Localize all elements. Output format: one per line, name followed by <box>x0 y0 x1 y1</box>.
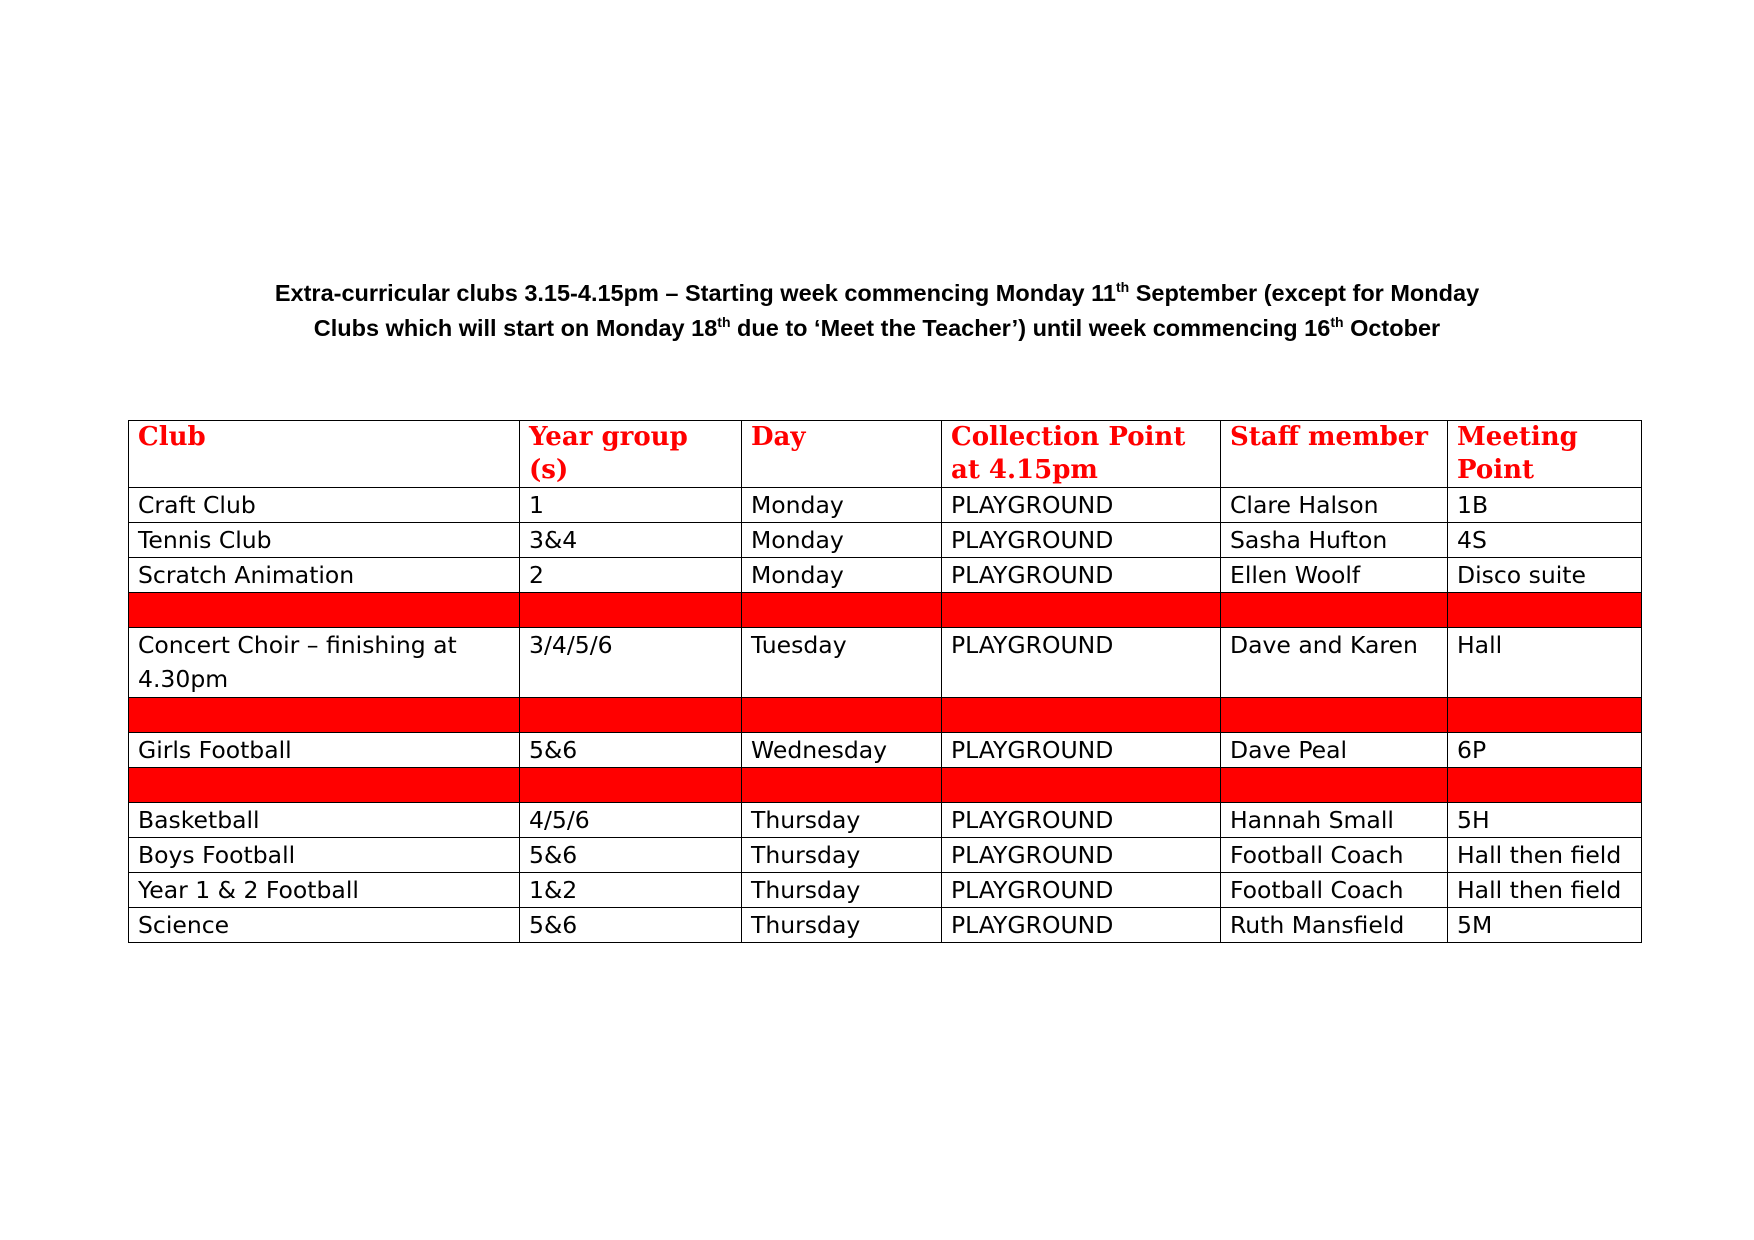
separator-cell <box>520 698 742 733</box>
cell-meeting-point: 1B <box>1448 488 1642 523</box>
cell-club: Tennis Club <box>129 523 520 558</box>
cell-year-group: 3&4 <box>520 523 742 558</box>
cell-club: Concert Choir – finishing at 4.30pm <box>129 628 520 698</box>
heading-line-2-end: October <box>1343 315 1441 341</box>
separator-cell <box>129 593 520 628</box>
heading-line-2 <box>130 311 1624 346</box>
cell-meeting-point: Hall <box>1448 628 1642 698</box>
cell-club: Science <box>129 908 520 943</box>
separator-cell <box>1221 698 1448 733</box>
separator-cell <box>942 698 1221 733</box>
cell-collection-point: PLAYGROUND <box>942 838 1221 873</box>
separator-cell <box>742 593 942 628</box>
separator-cell <box>742 768 942 803</box>
separator-row <box>129 593 1642 628</box>
cell-club: Scratch Animation <box>129 558 520 593</box>
cell-year-group: 3/4/5/6 <box>520 628 742 698</box>
heading-line-2-start: Clubs which will start on Monday 18 <box>313 315 718 341</box>
heading-line-1-start: Extra-curricular clubs 3.15-4.15pm – Starting week commencing Monday 11 <box>274 280 1116 306</box>
cell-staff-member: Football Coach <box>1221 838 1448 873</box>
cell-year-group: 2 <box>520 558 742 593</box>
heading-line-1-end: September (except for Monday <box>1129 280 1480 306</box>
cell-staff-member: Dave Peal <box>1221 733 1448 768</box>
cell-collection-point: PLAYGROUND <box>942 873 1221 908</box>
cell-year-group: 5&6 <box>520 733 742 768</box>
cell-year-group: 1 <box>520 488 742 523</box>
separator-cell <box>942 768 1221 803</box>
table-row <box>129 908 1642 943</box>
separator-row <box>129 698 1642 733</box>
table-row <box>129 873 1642 908</box>
table-row <box>129 628 1642 698</box>
heading-sup-2: th <box>717 314 731 330</box>
cell-staff-member: Sasha Hufton <box>1221 523 1448 558</box>
document-heading <box>130 276 1624 346</box>
table-row <box>129 838 1642 873</box>
cell-staff-member: Dave and Karen <box>1221 628 1448 698</box>
separator-cell <box>129 698 520 733</box>
cell-meeting-point: Disco suite <box>1448 558 1642 593</box>
cell-collection-point: PLAYGROUND <box>942 523 1221 558</box>
clubs-table <box>128 420 1642 943</box>
separator-row <box>129 768 1642 803</box>
separator-cell <box>1448 698 1642 733</box>
cell-club: Year 1 & 2 Football <box>129 873 520 908</box>
cell-day: Tuesday <box>742 628 942 698</box>
separator-cell <box>1221 593 1448 628</box>
header-day: Day <box>742 421 942 488</box>
cell-meeting-point: 6P <box>1448 733 1642 768</box>
cell-club: Basketball <box>129 803 520 838</box>
cell-meeting-point: 5M <box>1448 908 1642 943</box>
cell-club: Boys Football <box>129 838 520 873</box>
cell-staff-member: Hannah Small <box>1221 803 1448 838</box>
cell-collection-point: PLAYGROUND <box>942 908 1221 943</box>
separator-cell <box>742 698 942 733</box>
header-meeting-point: Meeting Point <box>1448 421 1642 488</box>
table-row <box>129 733 1642 768</box>
header-year-group: Year group (s) <box>520 421 742 488</box>
cell-year-group: 4/5/6 <box>520 803 742 838</box>
separator-cell <box>129 768 520 803</box>
cell-collection-point: PLAYGROUND <box>942 558 1221 593</box>
separator-cell <box>520 768 742 803</box>
cell-year-group: 1&2 <box>520 873 742 908</box>
cell-collection-point: PLAYGROUND <box>942 733 1221 768</box>
table-row <box>129 558 1642 593</box>
header-collection-point: Collection Point at 4.15pm <box>942 421 1221 488</box>
cell-meeting-point: 4S <box>1448 523 1642 558</box>
cell-collection-point: PLAYGROUND <box>942 488 1221 523</box>
header-club: Club <box>129 421 520 488</box>
table-header-row <box>129 421 1642 488</box>
cell-year-group: 5&6 <box>520 908 742 943</box>
cell-day: Thursday <box>742 803 942 838</box>
cell-year-group: 5&6 <box>520 838 742 873</box>
cell-staff-member: Football Coach <box>1221 873 1448 908</box>
separator-cell <box>1448 768 1642 803</box>
heading-line-2-middle: due to ‘Meet the Teacher’) until week commencing 16 <box>730 315 1331 341</box>
cell-staff-member: Clare Halson <box>1221 488 1448 523</box>
separator-cell <box>1448 593 1642 628</box>
cell-club: Craft Club <box>129 488 520 523</box>
cell-meeting-point: 5H <box>1448 803 1642 838</box>
cell-day: Thursday <box>742 873 942 908</box>
separator-cell <box>1221 768 1448 803</box>
table-row <box>129 523 1642 558</box>
cell-club: Girls Football <box>129 733 520 768</box>
cell-meeting-point: Hall then field <box>1448 873 1642 908</box>
cell-day: Monday <box>742 488 942 523</box>
separator-cell <box>942 593 1221 628</box>
header-staff-member: Staff member <box>1221 421 1448 488</box>
cell-collection-point: PLAYGROUND <box>942 628 1221 698</box>
cell-day: Wednesday <box>742 733 942 768</box>
cell-day: Monday <box>742 523 942 558</box>
cell-collection-point: PLAYGROUND <box>942 803 1221 838</box>
cell-day: Thursday <box>742 908 942 943</box>
table-row <box>129 488 1642 523</box>
cell-staff-member: Ruth Mansfield <box>1221 908 1448 943</box>
cell-meeting-point: Hall then field <box>1448 838 1642 873</box>
table-row <box>129 803 1642 838</box>
cell-day: Monday <box>742 558 942 593</box>
separator-cell <box>520 593 742 628</box>
heading-sup-1: th <box>1115 279 1130 295</box>
cell-day: Thursday <box>742 838 942 873</box>
heading-line-1 <box>130 276 1624 311</box>
heading-sup-3: th <box>1330 314 1344 330</box>
cell-staff-member: Ellen Woolf <box>1221 558 1448 593</box>
